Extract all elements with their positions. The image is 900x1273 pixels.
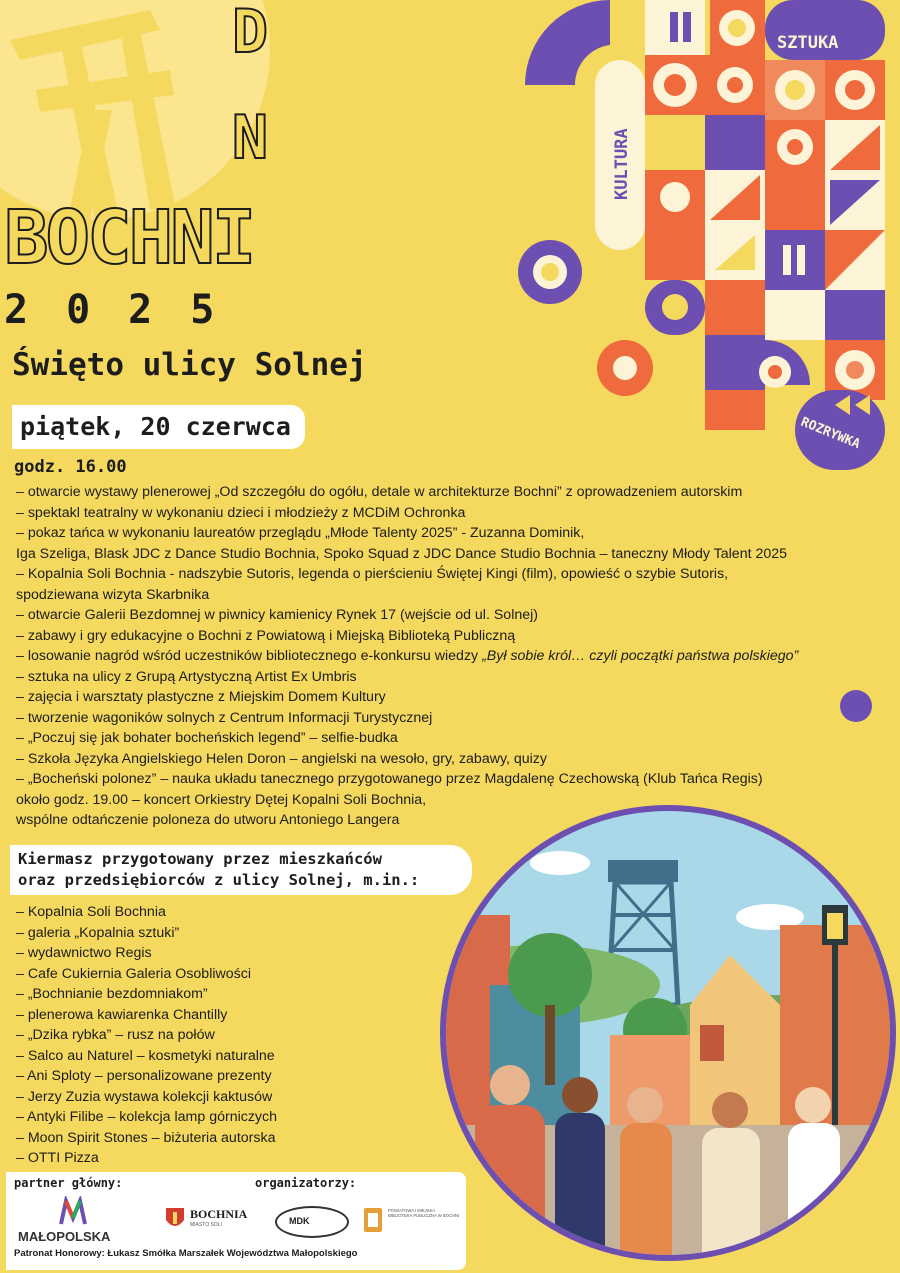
program-item-quiz xyxy=(16,646,896,667)
label-kultura: KULTURA xyxy=(612,128,632,200)
bazaar-list xyxy=(16,902,277,1169)
bochnia-crest-icon xyxy=(164,1206,186,1232)
bazaar-item: – Salco au Naturel – kosmetyki naturalne xyxy=(16,1047,275,1064)
quiz-text: – losowanie nagród wśród uczestników bibliotecznego e-konkursu wiedzy xyxy=(16,648,483,664)
quiz-title: „Był sobie król… czyli początki państwa polskiego” xyxy=(482,648,799,664)
bazaar-item: – galeria „Kopalnia sztuki” xyxy=(16,924,180,941)
program-item: Iga Szeliga, Blask JDC z Dance Studio Bochnia, Spoko Squad z JDC Dance Studio Bochnia – taneczny Młody Talent 2025 xyxy=(16,545,788,562)
label-sztuka: SZTUKA xyxy=(777,33,839,53)
bochnia-logo-text: BOCHNIA xyxy=(190,1207,248,1221)
bazaar-item: – Kopalnia Soli Bochnia xyxy=(16,904,166,920)
program-item: – „Bocheński polonez” – nauka układu tanecznego przygotowanego przez Magdalenę Czechowską (Klub Tańca Regis) xyxy=(16,771,763,787)
bazaar-item: – Ani Sploty – personalizowane prezenty xyxy=(16,1068,272,1084)
honorary-patronage: Patronat Honorowy: Łukasz Smółka Marszałek Województwa Małopolskiego xyxy=(14,1248,358,1259)
library-logo-icon xyxy=(362,1206,384,1234)
program-item: około godz. 19.00 – koncert Orkiestry Dętej Kopalni Soli Bochnia, xyxy=(16,791,427,808)
decorative-dot xyxy=(840,690,872,722)
program-item: – otwarcie wystawy plenerowej „Od szczegółu do ogółu, detale w architekturze Bochni” z oprowadzeniem autorskim xyxy=(16,484,743,500)
malopolska-logo-icon xyxy=(58,1196,88,1226)
bazaar-item: – plenerowa kawiarenka Chantilly xyxy=(16,1006,228,1023)
date-badge: piątek, 20 czerwca xyxy=(12,405,305,449)
time-label: godz. 16.00 xyxy=(14,457,127,477)
program-item: – spektakl teatralny w wykonaniu dzieci i młodzieży z MCDiM Ochronka xyxy=(16,504,466,521)
organizers-label: organizatorzy: xyxy=(255,1176,357,1190)
bazaar-heading-line1: Kiermasz przygotowany przez mieszkańców xyxy=(18,850,382,868)
cloud-icon xyxy=(530,851,590,875)
mdk-logo xyxy=(275,1206,349,1238)
library-logo-text: POWIATOWA I MIEJSKA BIBLIOTEKA PUBLICZNA W BOCHNI xyxy=(388,1208,460,1219)
label-rozrywka: ROZRYWKA xyxy=(798,414,863,453)
bazaar-item: – wydawnictwo Regis xyxy=(16,945,152,961)
program-item: – zabawy i gry edukacyjne o Bochni z Powiatową i Miejską Biblioteką Publiczną xyxy=(16,627,516,644)
bazaar-heading xyxy=(10,845,472,895)
culture-graphic xyxy=(515,0,900,470)
title-letter-n: N xyxy=(232,103,269,173)
program-item: – zajęcia i warsztaty plastyczne z Miejskim Domem Kultury xyxy=(16,689,386,705)
bazaar-item: – „Bochnianie bezdomniakom” xyxy=(16,986,208,1002)
street-illustration xyxy=(440,805,900,1273)
bazaar-item: – Jerzy Zuzia wystawa kolekcji kaktusów xyxy=(16,1088,273,1105)
program-item: – otwarcie Galerii Bezdomnej w piwnicy kamienicy Rynek 17 (wejście od ul. Solnej) xyxy=(16,607,539,623)
bazaar-item: – Antyki Filibe – kolekcja lamp górniczych xyxy=(16,1109,278,1125)
program-item: – tworzenie wagoników solnych z Centrum Informacji Turystycznej xyxy=(16,709,433,726)
program-item: – „Poczuj się jak bohater bocheńskich legend” – selfie-budka xyxy=(16,730,398,746)
mdk-logo-text: MDK xyxy=(289,1216,310,1226)
program-item: – pokaz tańca w wykonaniu laureatów przeglądu „Młode Talenty 2025” - Zuzanna Dominik, xyxy=(16,525,585,541)
event-title: Święto ulicy Solnej xyxy=(12,347,367,383)
bazaar-heading-line2: oraz przedsiębiorców z ulicy Solnej, m.in.: xyxy=(18,871,420,889)
bazaar-item: – Cafe Cukiernia Galeria Osobliwości xyxy=(16,965,251,982)
bazaar-item: – Moon Spirit Stones – biżuteria autorska xyxy=(16,1129,276,1146)
title-bochni: BOCHNI xyxy=(4,195,254,281)
program-item: spodziewana wizyta Skarbnika xyxy=(16,586,210,603)
title-letter-d: D xyxy=(232,0,269,67)
bochnia-logo-subtext: MIASTO SOLI xyxy=(190,1222,222,1228)
malopolska-logo-text: MAŁOPOLSKA xyxy=(18,1229,111,1244)
program-item: – Szkoła Języka Angielskiego Helen Doron – angielski na wesoło, gry, zabawy, quizy xyxy=(16,750,547,767)
program-list xyxy=(16,482,896,831)
bazaar-item: – OTTI Pizza xyxy=(16,1150,99,1166)
title-year: 2025 xyxy=(4,287,253,333)
program-item: – sztuka na ulicy z Grupą Artystyczną Artist Ex Umbris xyxy=(16,668,357,685)
bazaar-item: – „Dzika rybka” – rusz na połów xyxy=(16,1027,215,1043)
partner-label: partner główny: xyxy=(14,1176,123,1190)
program-item: wspólne odtańczenie poloneza do utworu Antoniego Langera xyxy=(16,812,400,828)
program-item: – Kopalnia Soli Bochnia - nadszybie Sutoris, legenda o pierścieniu Świętej Kingi (film), opowieść o szybie Sutoris, xyxy=(16,566,729,582)
